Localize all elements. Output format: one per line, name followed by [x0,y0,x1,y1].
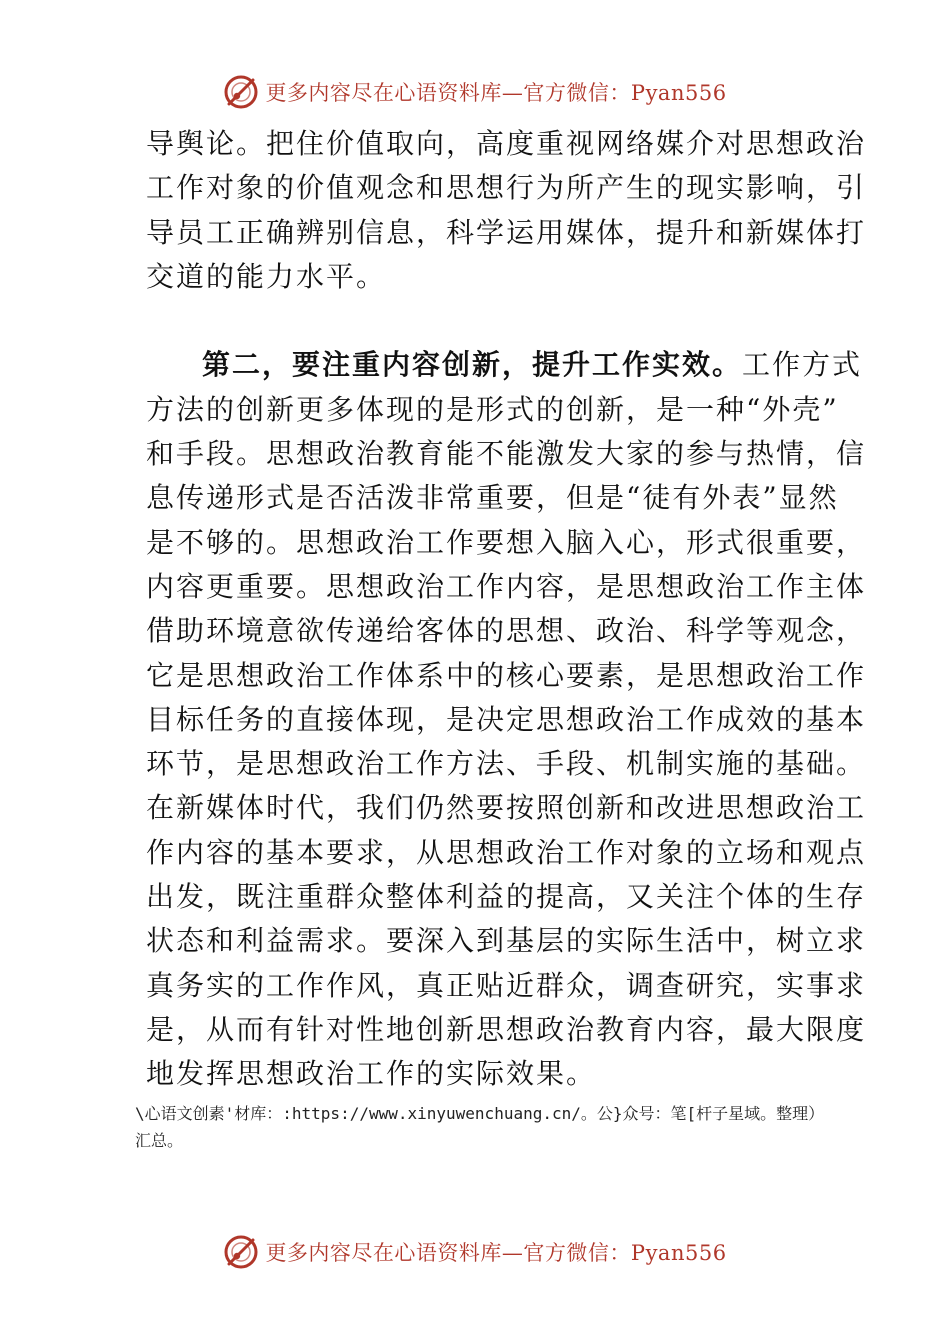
brand-logo-icon [223,1234,259,1270]
text-line: 状态和利益需求。要深入到基层的实际生活中，树立求 [146,924,867,958]
document-body [146,122,867,1097]
text-line: 作内容的基本要求，从思想政治工作对象的立场和观点 [146,835,867,869]
footer-banner [0,1232,950,1272]
footer-banner-text: 更多内容尽在心语资料库—官方微信：Pyan556 [265,1241,727,1265]
brand-logo-icon [223,74,259,110]
text-line: 借助环境意欲传递给客体的思想、政治、科学等观念， [146,614,867,648]
text-line: 出发，既注重群众整体利益的提高，又关注个体的生存 [146,880,867,914]
text-line: 地发挥思想政治工作的实际效果。 [146,1057,597,1091]
text-line: 环节，是思想政治工作方法、手段、机制实施的基础。 [146,747,867,781]
text-line: 真务实的工作作风，真正贴近群众，调查研究，实事求 [146,968,867,1002]
source-note [135,1100,825,1154]
text-line: 是，从而有针对性地创新思想政治教育内容，最大限度 [146,1012,867,1046]
header-banner-text: 更多内容尽在心语资料库—官方微信：Pyan556 [265,81,727,105]
source-note-line: \心语文创素'材库：:https://www.xinyuwenchuang.cn/。公}众号：笔[杆子星域。整理） [135,1104,825,1123]
paragraph-lead: 第二，要注重内容创新，提升工作实效。 [202,348,743,382]
source-note-line: 汇总。 [135,1131,184,1150]
text-line: 内容更重要。思想政治工作内容，是思想政治工作主体 [146,569,867,603]
paragraph-gap [146,299,808,343]
text-line: 息传递形式是否活泼非常重要，但是“徒有外表”显然 [146,481,839,515]
text-line: 是不够的。思想政治工作要想入脑入心，形式很重要， [146,525,867,559]
text-line: 在新媒体时代，我们仍然要按照创新和改进思想政治工 [146,791,867,825]
text-line: 工作对象的价值观念和思想行为所产生的现实影响，引 [146,171,867,205]
text-line: 方法的创新更多体现的是形式的创新，是一种“外壳” [146,392,839,426]
text-line: 和手段。思想政治教育能不能激发大家的参与热情，信 [146,437,867,471]
paragraph-lead-rest: 工作方式 [742,348,863,382]
header-banner [0,72,950,112]
text-line: 它是思想政治工作体系中的核心要素，是思想政治工作 [146,658,867,692]
text-line: 目标任务的直接体现，是决定思想政治工作成效的基本 [146,702,867,736]
paragraph-lead-line [146,343,863,387]
text-line: 导舆论。把住价值取向，高度重视网络媒介对思想政治 [146,127,867,160]
text-line: 交道的能力水平。 [146,259,387,293]
text-line: 导员工正确辨别信息，科学运用媒体，提升和新媒体打 [146,215,867,249]
